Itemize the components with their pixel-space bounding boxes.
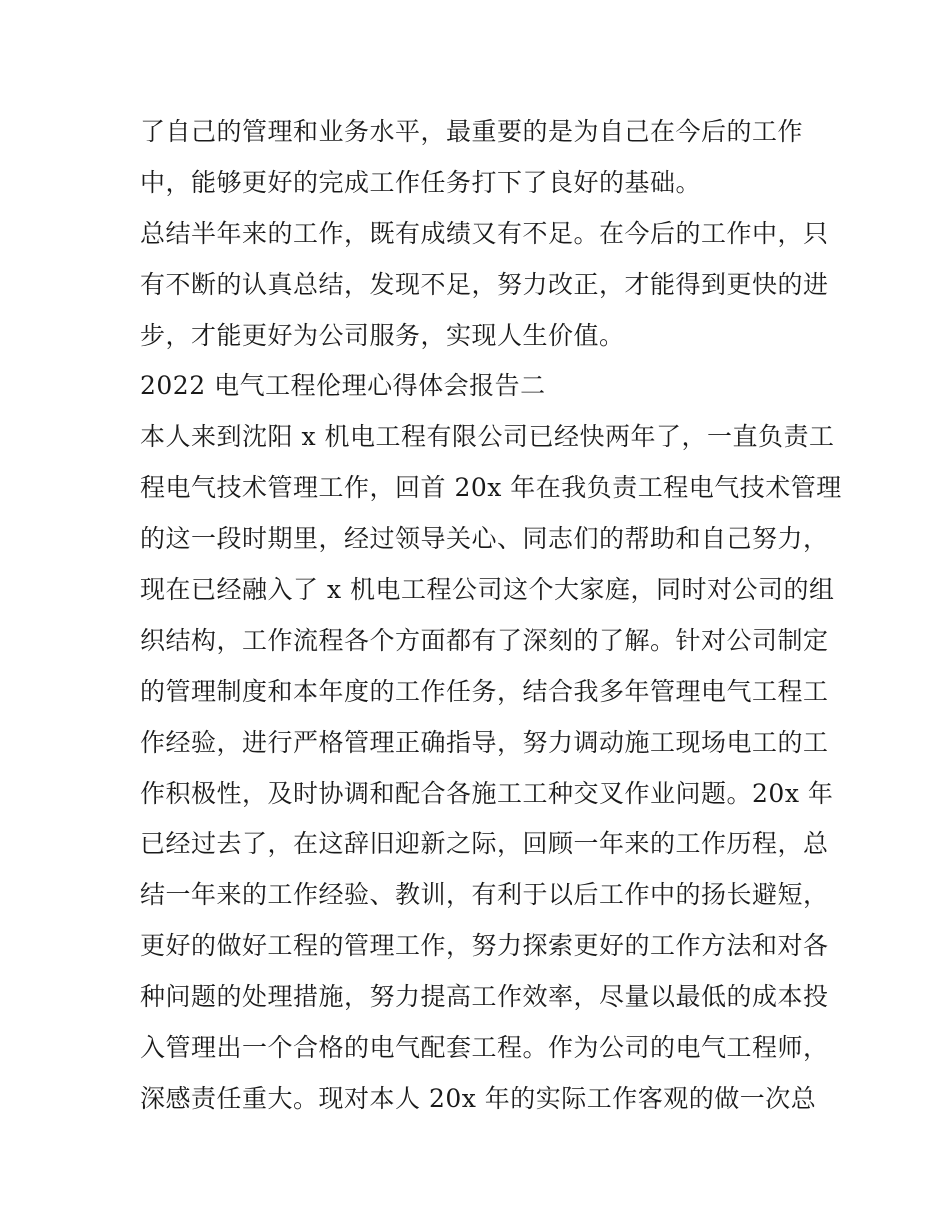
text-line: 步，才能更好为公司服务，实现人生价值。 [140, 320, 625, 350]
text-line: 程电气技术管理工作，回首 20x 年在我负责工程电气技术管理 [140, 473, 842, 503]
text-line: 了自己的管理和业务水平，最重要的是为自己在今后的工作 [140, 117, 804, 146]
text-line: 已经过去了，在这辞旧迎新之际，回顾一年来的工作历程，总 [140, 829, 829, 859]
text-line: 现在已经融入了 x 机电工程公司这个大家庭，同时对公司的组 [140, 575, 835, 605]
text-line: 的管理制度和本年度的工作任务，结合我多年管理电气工程工 [140, 676, 829, 706]
text-line: 有不断的认真总结，发现不足，努力改正，才能得到更快的进 [140, 269, 829, 299]
text-line: 本人来到沈阳 x 机电工程有限公司已经快两年了，一直负责工 [140, 422, 835, 452]
text-line: 作经验，进行严格管理正确指导，努力调动施工现场电工的工 [140, 727, 829, 757]
text-line: 织结构，工作流程各个方面都有了深刻的了解。针对公司制定 [140, 625, 829, 655]
text-line: 作积极性，及时协调和配合各施工工种交叉作业问题。20x 年 [140, 778, 834, 808]
text-line: 总结半年来的工作，既有成绩又有不足。在今后的工作中，只 [140, 218, 829, 248]
text-line: 结一年来的工作经验、教训，有利于以后工作中的扬长避短， [140, 880, 829, 910]
text-line: 深感责任重大。现对本人 20x 年的实际工作客观的做一次总 [140, 1083, 817, 1113]
text-line: 入管理出一个合格的电气配套工程。作为公司的电气工程师， [140, 1033, 829, 1063]
document-body [140, 107, 842, 1125]
text-line: 种问题的处理措施，努力提高工作效率，尽量以最低的成本投 [140, 982, 829, 1012]
text-line: 中，能够更好的完成工作任务打下了良好的基础。 [140, 167, 702, 197]
text-line: 更好的做好工程的管理工作，努力探索更好的工作方法和对各 [140, 931, 829, 961]
section-heading: 2022 电气工程伦理心得体会报告二 [140, 371, 546, 401]
text-line: 的这一段时期里，经过领导关心、同志们的帮助和自己努力， [140, 524, 829, 554]
